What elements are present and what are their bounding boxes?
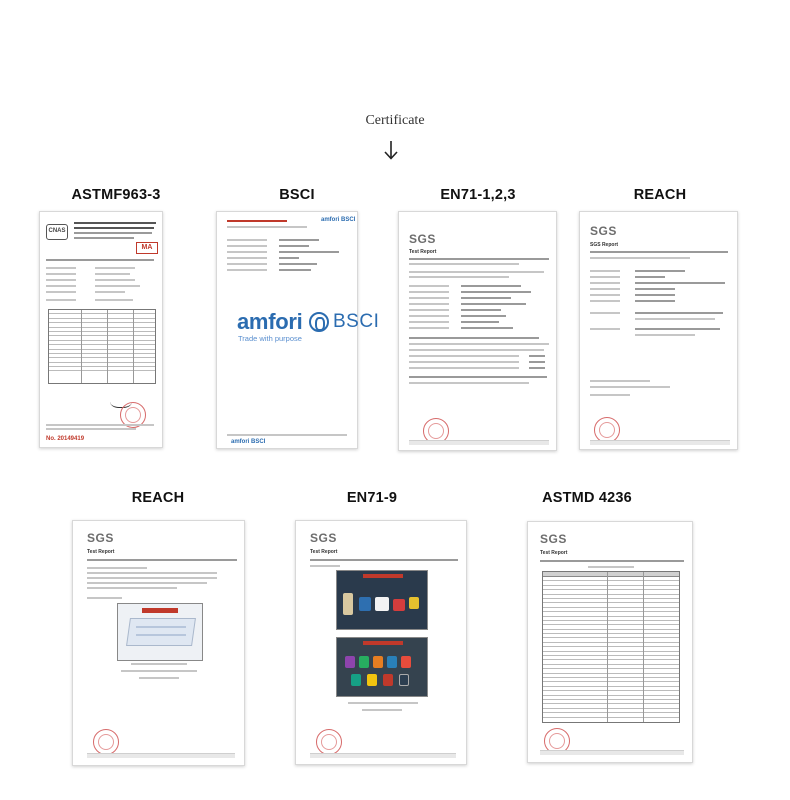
document-title: Test Report <box>310 549 338 555</box>
certificate-label-en71-9: EN71-9 <box>346 490 398 506</box>
sgs-logo: SGS <box>540 532 567 546</box>
certificate-document-reach-2[interactable] <box>72 520 245 766</box>
red-stamp-icon <box>316 729 342 755</box>
bsci-logo-word: BSCI <box>333 311 380 332</box>
certificate-label-astmd4236: ASTMD 4236 <box>542 490 632 506</box>
amfori-footer-logo: amfori BSCI <box>231 439 266 445</box>
certificate-document-en71-9[interactable] <box>295 520 467 765</box>
amfori-tagline: Trade with purpose <box>238 334 302 343</box>
amfori-ring-icon <box>309 312 329 332</box>
composition-table <box>542 571 680 723</box>
certificate-label-reach-1: REACH <box>633 187 687 203</box>
certificate-label-astmf963: ASTMF963-3 <box>71 187 161 203</box>
certificate-document-en71-123[interactable] <box>398 211 557 451</box>
certificate-document-astmd4236[interactable] <box>527 521 693 763</box>
certificate-label-en71-123: EN71-1,2,3 <box>440 187 516 203</box>
document-title: SGS Report <box>590 242 619 248</box>
report-number: No. 20149419 <box>46 436 85 442</box>
page-title: Certificate <box>365 113 425 128</box>
results-table <box>48 309 156 384</box>
certificate-label-reach-2: REACH <box>131 490 185 506</box>
document-title: Test Report <box>87 549 115 555</box>
document-title: Test Report <box>409 249 437 255</box>
cma-logo-icon: MA <box>136 242 158 254</box>
sample-photo <box>117 603 203 661</box>
amfori-small-logo: amfori BSCI <box>321 217 356 223</box>
red-stamp-icon <box>93 729 119 755</box>
amfori-logo-word: amfori <box>237 309 303 334</box>
sgs-logo: SGS <box>87 531 114 545</box>
sgs-logo: SGS <box>409 232 436 246</box>
certificate-document-astmf963[interactable] <box>39 211 163 448</box>
certificate-document-bsci[interactable] <box>216 211 380 449</box>
document-title: Test Report <box>540 550 568 556</box>
cnas-logo-icon: CNAS <box>46 224 68 240</box>
sample-photo-top <box>336 570 428 630</box>
certificate-label-bsci: BSCI <box>279 187 315 203</box>
sgs-logo: SGS <box>310 531 337 545</box>
sgs-logo: SGS <box>590 224 617 238</box>
certificate-document-reach-1[interactable] <box>579 211 738 450</box>
arrow-down-icon <box>383 139 399 161</box>
sample-photo-bottom <box>336 637 428 697</box>
